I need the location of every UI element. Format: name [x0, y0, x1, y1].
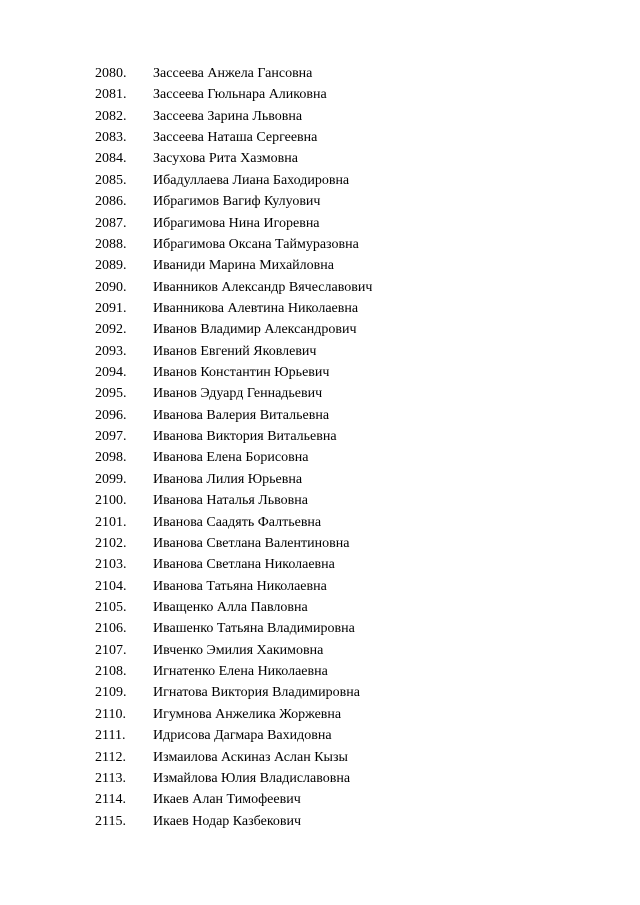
list-item — [95, 640, 615, 661]
entry-name: Зассеева Наташа Сергеевна — [153, 130, 318, 146]
list-item — [95, 106, 615, 127]
entry-name: Иванов Константин Юрьевич — [153, 365, 330, 381]
entry-name: Иванов Владимир Александрович — [153, 322, 357, 338]
entry-number: 2098. — [95, 450, 127, 466]
entry-number: 2091. — [95, 300, 127, 316]
entry-name: Иванов Эдуард Геннадьевич — [153, 386, 323, 402]
list-item — [95, 319, 615, 340]
list-item — [95, 341, 615, 362]
list-item — [95, 512, 615, 533]
list-item — [95, 768, 615, 789]
list-item — [95, 789, 615, 810]
entry-number: 2110. — [95, 706, 126, 722]
entry-name: Ивашенко Татьяна Владимировна — [153, 621, 355, 637]
list-item — [95, 618, 615, 639]
entry-number: 2083. — [95, 130, 127, 146]
entry-number: 2107. — [95, 642, 127, 658]
entry-name: Идрисова Дагмара Вахидовна — [153, 728, 332, 744]
list-item — [95, 811, 615, 832]
entry-number: 2094. — [95, 365, 127, 381]
entry-name: Игнатенко Елена Николаевна — [153, 664, 328, 680]
entry-name: Зассеева Анжела Гансовна — [153, 66, 313, 81]
entry-name: Иванова Светлана Николаевна — [153, 557, 335, 573]
entry-number: 2101. — [95, 514, 127, 530]
list-item — [95, 383, 615, 404]
list-item — [95, 277, 615, 298]
entry-number: 2090. — [95, 279, 127, 295]
entry-number: 2087. — [95, 215, 127, 231]
entry-number: 2082. — [95, 108, 127, 124]
entry-number: 2093. — [95, 343, 127, 359]
entry-number: 2106. — [95, 621, 127, 637]
entry-name: Засухова Рита Хазмовна — [153, 151, 298, 167]
entry-number: 2095. — [95, 386, 127, 402]
entry-number: 2113. — [95, 770, 126, 786]
entry-name: Ивченко Эмилия Хакимовна — [153, 642, 324, 658]
list-item — [95, 576, 615, 597]
entry-number: 2080. — [95, 66, 127, 81]
entry-name: Ибадуллаева Лиана Баходировна — [153, 172, 350, 188]
list-item — [95, 191, 615, 212]
entry-number: 2099. — [95, 471, 127, 487]
entry-name: Игнатова Виктория Владимировна — [153, 685, 360, 701]
entry-name: Иванников Александр Вячеславович — [153, 279, 373, 295]
entry-name: Иванова Наталья Львовна — [153, 493, 308, 509]
list-item — [95, 747, 615, 768]
list-item — [95, 490, 615, 511]
entry-name: Ибрагимов Вагиф Кулуович — [153, 194, 321, 210]
entry-number: 2102. — [95, 535, 127, 551]
list-item — [95, 127, 615, 148]
entry-name: Иваниди Марина Михайловна — [153, 258, 334, 274]
entry-number: 2081. — [95, 87, 127, 103]
list-item — [95, 213, 615, 234]
list-item — [95, 554, 615, 575]
entry-number: 2086. — [95, 194, 127, 210]
entry-name: Иванова Валерия Витальевна — [153, 407, 330, 423]
list-item — [95, 469, 615, 490]
entry-name: Иванова Елена Борисовна — [153, 450, 309, 466]
list-item — [95, 84, 615, 105]
entry-number: 2109. — [95, 685, 127, 701]
entry-name: Измайлова Юлия Владиславовна — [153, 770, 351, 786]
entry-number: 2092. — [95, 322, 127, 338]
list-item — [95, 682, 615, 703]
list-item — [95, 704, 615, 725]
list-item — [95, 234, 615, 255]
entry-number: 2100. — [95, 493, 127, 509]
entry-name: Иванов Евгений Яковлевич — [153, 343, 317, 359]
entry-number: 2097. — [95, 429, 127, 445]
list-item — [95, 170, 615, 191]
entry-name: Зассеева Гюльнара Аликовна — [153, 87, 327, 103]
list-item — [95, 298, 615, 319]
entry-number: 2084. — [95, 151, 127, 167]
list-item — [95, 533, 615, 554]
name-list — [95, 63, 615, 832]
entry-number: 2103. — [95, 557, 127, 573]
entry-name: Измаилова Аскиназ Аслан Кызы — [153, 749, 348, 765]
list-item — [95, 426, 615, 447]
list-item — [95, 661, 615, 682]
entry-name: Игумнова Анжелика Жоржевна — [153, 706, 342, 722]
list-item — [95, 405, 615, 426]
entry-name: Иванова Саадять Фалтьевна — [153, 514, 322, 530]
list-item — [95, 597, 615, 618]
entry-number: 2111. — [95, 728, 126, 744]
entry-number: 2105. — [95, 599, 127, 615]
entry-name: Зассеева Зарина Львовна — [153, 108, 303, 124]
entry-name: Иванова Виктория Витальевна — [153, 429, 337, 445]
entry-number: 2115. — [95, 813, 126, 829]
list-item — [95, 255, 615, 276]
entry-number: 2114. — [95, 792, 126, 808]
entry-name: Иванникова Алевтина Николаевна — [153, 300, 359, 316]
list-item — [95, 725, 615, 746]
entry-number: 2096. — [95, 407, 127, 423]
entry-name: Ибрагимова Оксана Таймуразовна — [153, 236, 359, 252]
entry-number: 2108. — [95, 664, 127, 680]
entry-name: Иванова Светлана Валентиновна — [153, 535, 350, 551]
entry-name: Ибрагимова Нина Игоревна — [153, 215, 320, 231]
entry-name: Иванова Татьяна Николаевна — [153, 578, 327, 594]
entry-number: 2089. — [95, 258, 127, 274]
entry-number: 2104. — [95, 578, 127, 594]
list-item — [95, 148, 615, 169]
entry-name: Иващенко Алла Павловна — [153, 599, 308, 615]
list-item — [95, 63, 615, 84]
list-item — [95, 362, 615, 383]
list-item — [95, 447, 615, 468]
entry-name: Икаев Алан Тимофеевич — [153, 792, 301, 808]
entry-name: Иванова Лилия Юрьевна — [153, 471, 303, 487]
entry-number: 2112. — [95, 749, 126, 765]
entry-number: 2088. — [95, 236, 127, 252]
entry-name: Икаев Нодар Казбекович — [153, 813, 302, 829]
entry-number: 2085. — [95, 172, 127, 188]
